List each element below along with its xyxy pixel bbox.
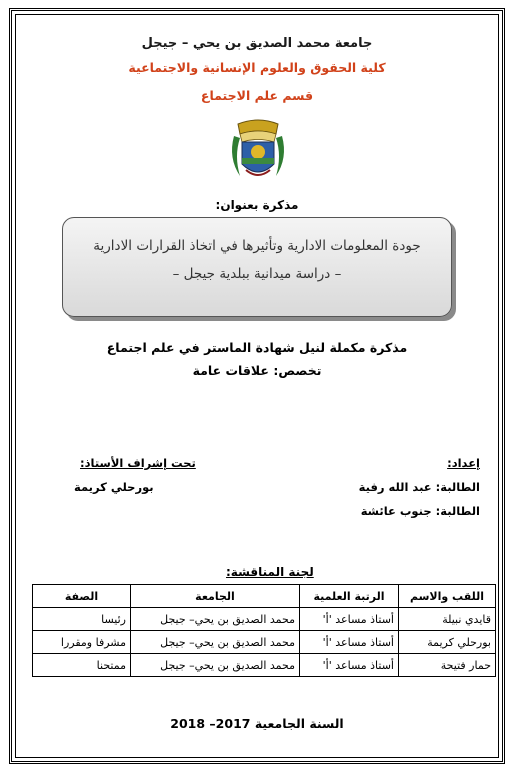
column-header: الصفة	[33, 585, 131, 608]
table-row	[33, 631, 496, 654]
table-cell: أستاذ مساعد 'أ'	[300, 654, 399, 677]
table-cell: محمد الصديق بن يحي– جيجل	[131, 608, 300, 631]
university-logo-icon	[226, 118, 290, 188]
table-header-row	[33, 585, 496, 608]
column-header: الجامعة	[131, 585, 300, 608]
committee-table	[32, 584, 496, 677]
university-name: جامعة محمد الصديق بن يحي – جيجل	[141, 36, 373, 51]
title-box	[62, 217, 452, 317]
column-header: الرتبة العلمية	[300, 585, 399, 608]
table-cell: حمار فتيحة	[399, 654, 496, 677]
committee-label: لجنة المناقشة:	[226, 565, 314, 579]
table-cell: محمد الصديق بن يحي– جيجل	[131, 654, 300, 677]
table-row	[33, 654, 496, 677]
table-cell: محمد الصديق بن يحي– جيجل	[131, 631, 300, 654]
specialty: تخصص: علاقات عامة	[192, 363, 322, 378]
faculty-name: كلية الحقوق والعلوم الإنسانية والاجتماعية	[128, 60, 386, 75]
thesis-subtitle: – دراسة ميدانية ببلدية جيجل –	[172, 266, 342, 282]
department-name: قسم علم الاجتماع	[200, 88, 314, 103]
academic-year: السنة الجامعية 2017– 2018	[170, 716, 344, 731]
table-cell: أستاذ مساعد 'أ'	[300, 631, 399, 654]
table-cell: مشرفا ومقررا	[33, 631, 131, 654]
table-cell: ممتحنا	[33, 654, 131, 677]
table-cell: بورحلي كريمة	[399, 631, 496, 654]
student-2: الطالبة: جنوب عائشة	[360, 504, 480, 518]
student-1: الطالبة: عبد الله رفية	[358, 480, 480, 494]
degree-statement: مذكرة مكملة لنيل شهادة الماستر في علم اجتماع	[106, 340, 408, 355]
supervisor-name: بورحلي كريمة	[74, 480, 154, 494]
table-row	[33, 608, 496, 631]
table-cell: رئيسا	[33, 608, 131, 631]
supervisor-label: تحت إشراف الأستاذ:	[80, 456, 196, 470]
thesis-title: جودة المعلومات الادارية وتأثيرها في اتخاذ القرارات الادارية	[93, 238, 421, 254]
memo-label: مذكرة بعنوان:	[215, 198, 299, 212]
table-cell: قايدي نبيلة	[399, 608, 496, 631]
prepared-by-label: إعداد:	[447, 456, 480, 470]
table-cell: أستاذ مساعد 'أ'	[300, 608, 399, 631]
column-header: اللقب والاسم	[399, 585, 496, 608]
